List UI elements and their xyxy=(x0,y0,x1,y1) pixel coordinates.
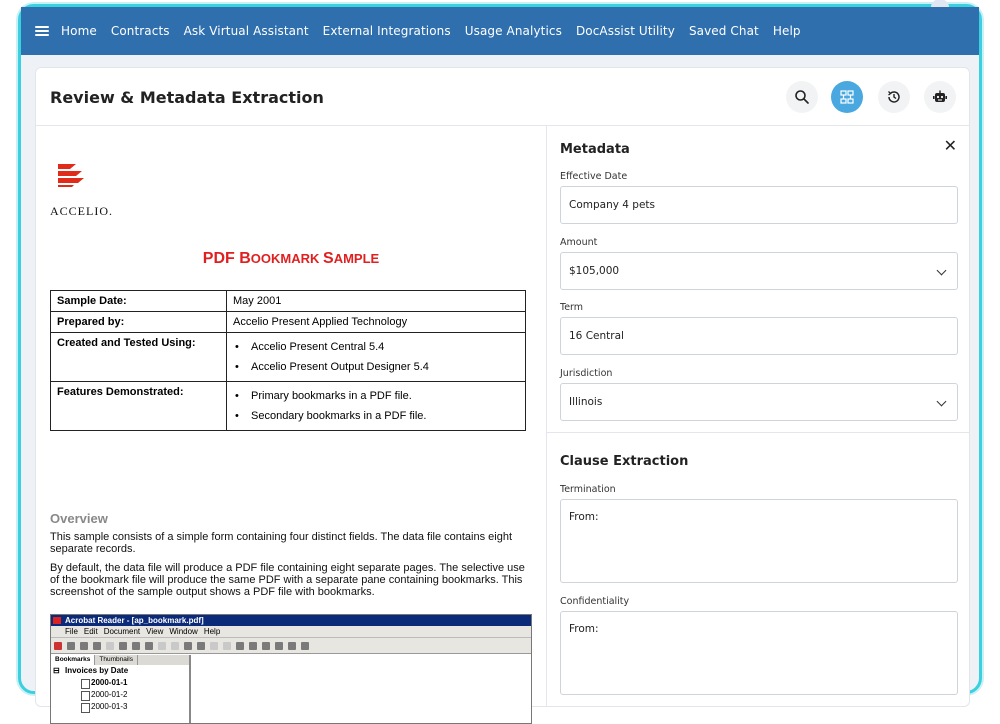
logo-text: ACCELIO. xyxy=(50,204,113,218)
robot-icon xyxy=(932,89,948,105)
table-value xyxy=(227,382,526,431)
screenshot-menu: File Edit Document View Window Help xyxy=(51,626,531,638)
nav-saved-chat[interactable]: Saved Chat xyxy=(688,24,759,38)
amount-select[interactable] xyxy=(560,252,958,290)
screenshot-title: Acrobat Reader - [ap_bookmark.pdf] xyxy=(51,615,531,626)
nav-home[interactable]: Home xyxy=(61,24,97,38)
table-key: Features Demonstrated: xyxy=(51,382,227,431)
table-value: Accelio Present Applied Technology xyxy=(227,312,526,333)
page-title: Review & Metadata Extraction xyxy=(50,88,324,107)
card-header xyxy=(36,68,969,126)
bookmark-child: 2000-01-2 xyxy=(51,689,189,701)
search-button[interactable] xyxy=(786,81,818,113)
nav-external-integrations[interactable]: External Integrations xyxy=(322,24,451,38)
overview-heading: Overview xyxy=(50,511,108,526)
nav-usage-analytics[interactable]: Usage Analytics xyxy=(464,24,562,38)
accelio-logo xyxy=(56,162,86,193)
nav-help[interactable]: Help xyxy=(772,24,801,38)
metadata-panel xyxy=(546,126,969,706)
top-navigation xyxy=(21,7,979,55)
table-key: Prepared by: xyxy=(51,312,227,333)
term-field[interactable]: 16 Central xyxy=(560,317,958,355)
chevron-down-icon xyxy=(937,397,947,407)
bookmark-child: 2000-01-3 xyxy=(51,701,189,713)
clause-extraction-title: Clause Extraction xyxy=(560,454,689,469)
extract-button[interactable] xyxy=(831,81,863,113)
table-row xyxy=(51,312,526,333)
nav-docassist-utility[interactable]: DocAssist Utility xyxy=(575,24,675,38)
confidentiality-textarea[interactable]: From: xyxy=(560,611,958,695)
list-item: • Accelio Present Output Designer 5.4 xyxy=(233,357,519,377)
list-item: • Secondary bookmarks in a PDF file. xyxy=(233,406,519,426)
termination-textarea[interactable]: From: xyxy=(560,499,958,583)
document-viewer[interactable] xyxy=(36,126,546,711)
jurisdiction-value: Illinois xyxy=(569,396,603,408)
assistant-button[interactable] xyxy=(924,81,956,113)
term-label: Term xyxy=(560,302,584,313)
bookmark-child: 2000-01-1 xyxy=(51,677,189,689)
list-item: • Accelio Present Central 5.4 xyxy=(233,337,519,357)
screenshot-toolbar xyxy=(51,638,531,654)
amount-label: Amount xyxy=(560,237,598,248)
document-title: PDF BOOKMARK SAMPLE xyxy=(202,250,380,267)
table-key: Sample Date: xyxy=(51,291,227,312)
overview-paragraph-1: This sample consists of a simple form containing four distinct fields. The data file contains eight separate records. xyxy=(50,531,513,555)
jurisdiction-label: Jurisdiction xyxy=(560,368,613,379)
table-value: May 2001 xyxy=(227,291,526,312)
history-icon xyxy=(886,89,902,105)
termination-label: Termination xyxy=(560,484,616,495)
list-item: • Primary bookmarks in a PDF file. xyxy=(233,386,519,406)
nav-ask-virtual-assistant[interactable]: Ask Virtual Assistant xyxy=(183,24,309,38)
table-value xyxy=(227,333,526,382)
app-window xyxy=(18,4,982,711)
metadata-title: Metadata xyxy=(560,142,630,157)
table-row xyxy=(51,382,526,431)
table-row xyxy=(51,291,526,312)
close-icon[interactable]: ✕ xyxy=(943,136,957,155)
effective-date-field[interactable]: Company 4 pets xyxy=(560,186,958,224)
history-button[interactable] xyxy=(878,81,910,113)
jurisdiction-select[interactable] xyxy=(560,383,958,421)
extract-icon xyxy=(839,89,855,105)
overview-paragraph-2: By default, the data file will produce a PDF file containing eight separate pages. The selective use of the bookmark file will produce the same PDF with a separate pane containing bookmarks. This screenshot of the sample output shows a PDF file with bookmarks. xyxy=(50,562,525,598)
confidentiality-label: Confidentiality xyxy=(560,596,630,607)
hamburger-menu-icon[interactable] xyxy=(35,26,49,36)
table-row xyxy=(51,333,526,382)
amount-value: $105,000 xyxy=(569,265,620,277)
effective-date-label: Effective Date xyxy=(560,171,628,182)
chevron-down-icon xyxy=(937,266,947,276)
table-key: Created and Tested Using: xyxy=(51,333,227,382)
search-icon xyxy=(794,89,810,105)
screenshot-bookmarks-pane: Bookmarks Thumbnails ⊟ Invoices by Date 2000-01-1 2000-01-2 2000-01-3 xyxy=(51,655,191,723)
section-divider xyxy=(547,432,969,433)
bookmark-root: ⊟ Invoices by Date xyxy=(51,665,189,677)
review-card xyxy=(35,67,970,711)
acrobat-screenshot xyxy=(50,614,532,724)
nav-contracts[interactable]: Contracts xyxy=(110,24,170,38)
sample-info-table xyxy=(50,290,526,431)
